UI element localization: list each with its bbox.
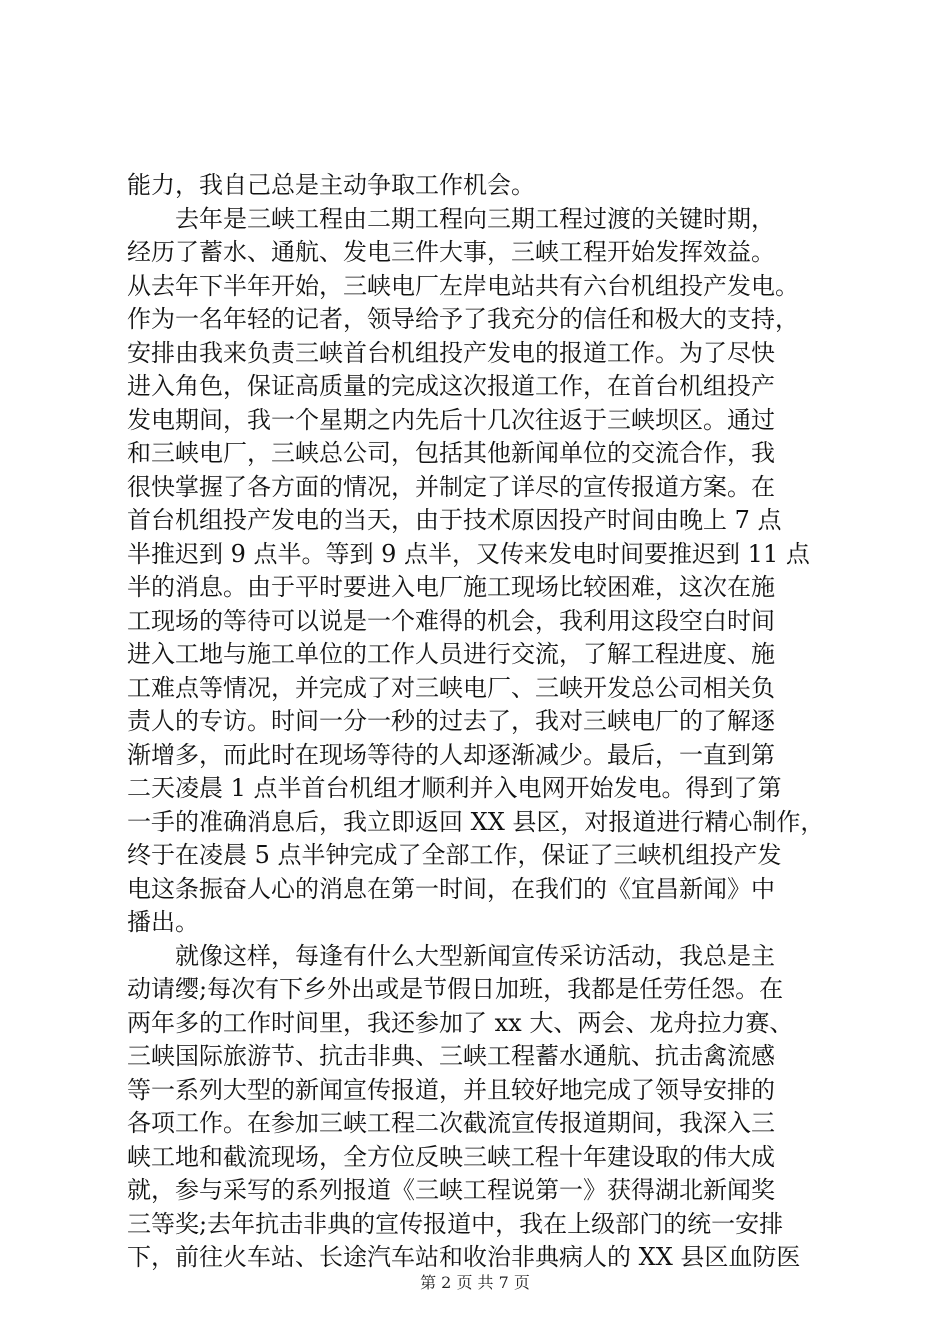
text-line: 三峡国际旅游节、抗击非典、三峡工程蓄水通航、抗击禽流感 (127, 1042, 775, 1070)
text-line: 一手的准确消息后，我立即返回 XX 县区，对报道进行精心制作， (127, 807, 825, 836)
text-line: 安排由我来负责三峡首台机组投产发电的报道工作。为了尽快 (127, 338, 775, 367)
text-line: 很快掌握了各方面的情况，并制定了详尽的宣传报道方案。在 (127, 472, 775, 501)
text-line: 动请缨;每次有下乡外出或是节假日加班，我都是任劳任怨。在 (127, 975, 784, 1003)
text-line: 从去年下半年开始，三峡电厂左岸电站共有六台机组投产发电。 (127, 271, 799, 300)
text-line: 首台机组投产发电的当天，由于技术原因投产时间由晚上 7 点 (127, 506, 782, 534)
page-number-footer: 第 2 页 共 7 页 (420, 1273, 530, 1292)
text-line: 能力，我自己总是主动争取工作机会。 (127, 171, 535, 199)
text-line: 两年多的工作时间里，我还参加了 xx 大、两会、龙舟拉力赛、 (127, 1008, 794, 1037)
text-line: 进入角色，保证高质量的完成这次报道工作，在首台机组投产 (127, 372, 775, 400)
text-line: 去年是三峡工程由二期工程向三期工程过渡的关键时期， (127, 204, 775, 233)
text-line: 二天凌晨 1 点半首台机组才顺利并入电网开始发电。得到了第 (127, 774, 782, 802)
text-line: 工现场的等待可以说是一个难得的机会，我利用这段空白时间 (127, 606, 775, 635)
text-line: 作为一名年轻的记者，领导给予了我充分的信任和极大的支持， (127, 305, 799, 333)
text-line: 半推迟到 9 点半。等到 9 点半，又传来发电时间要推迟到 11 点 (127, 539, 810, 568)
text-line: 电这条振奋人心的消息在第一时间，在我们的《宜昌新闻》中 (127, 874, 775, 903)
text-line: 各项工作。在参加三峡工程二次截流宣传报道期间，我深入三 (127, 1109, 775, 1137)
text-line: 工难点等情况，并完成了对三峡电厂、三峡开发总公司相关负 (127, 673, 775, 702)
text-line: 责人的专访。时间一分一秒的过去了，我对三峡电厂的了解逐 (127, 707, 775, 735)
text-line: 渐增多，而此时在现场等待的人却逐渐减少。最后，一直到第 (127, 740, 775, 769)
text-line: 峡工地和截流现场，全方位反映三峡工程十年建设取的伟大成 (127, 1142, 775, 1171)
text-line: 下，前往火车站、长途汽车站和收治非典病人的 XX 县区血防医 (127, 1243, 801, 1271)
text-line: 半的消息。由于平时要进入电厂施工现场比较困难，这次在施 (127, 573, 775, 601)
text-line: 就，参与采写的系列报道《三峡工程说第一》获得湖北新闻奖 (127, 1176, 775, 1204)
text-line: 三等奖;去年抗击非典的宣传报道中，我在上级部门的统一安排 (127, 1209, 784, 1238)
text-line: 发电期间，我一个星期之内先后十几次往返于三峡坝区。通过 (127, 405, 775, 434)
text-line: 等一系列大型的新闻宣传报道，并且较好地完成了领导安排的 (127, 1075, 775, 1104)
text-line: 就像这样，每逢有什么大型新闻宣传采访活动，我总是主 (127, 941, 775, 970)
body-text (127, 169, 837, 1275)
text-line: 经历了蓄水、通航、发电三件大事，三峡工程开始发挥效益。 (127, 238, 775, 266)
text-line: 播出。 (127, 908, 199, 936)
text-line: 进入工地与施工单位的工作人员进行交流，了解工程进度、施 (127, 640, 775, 668)
text-line: 终于在凌晨 5 点半钟完成了全部工作，保证了三峡机组投产发 (127, 841, 782, 869)
text-line: 和三峡电厂，三峡总公司，包括其他新闻单位的交流合作，我 (127, 439, 775, 467)
